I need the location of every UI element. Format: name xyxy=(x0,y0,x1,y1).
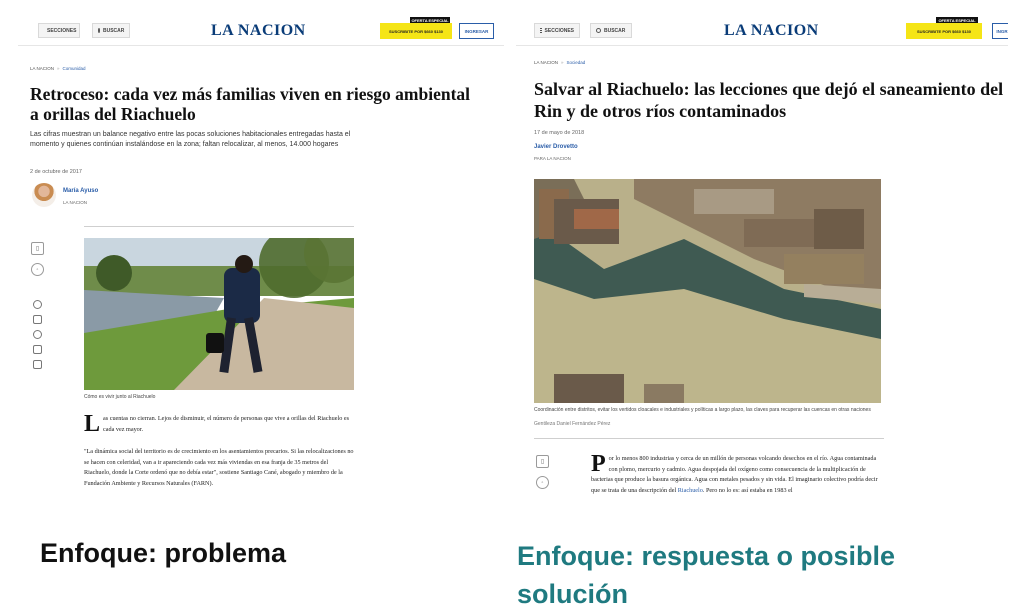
bookmark-icon[interactable]: ▯ xyxy=(536,455,549,468)
body-paragraph-1-text: or lo menos 800 industrias y cerca de un millón de personas volcando desechos en el río. Agua contaminada con plomo, mercurio y cadmio. Agua despojada del oxígeno como consecuencia de la multiplicación de bacterias que produce la basura orgánica. Agua con metales pesados y sin vida. El imaginario colectivo podría decir que se trata de una descripción del xyxy=(591,455,878,494)
buscar-label: BUSCAR xyxy=(604,27,626,34)
photo-credit: Gentileza Daniel Fernández Pérez xyxy=(534,421,611,427)
buscar-label: BUSCAR xyxy=(103,27,125,34)
site-logo[interactable]: LA NACION xyxy=(724,22,819,39)
breadcrumb-separator: » xyxy=(561,60,564,65)
photo-caption: Coordinación entre distritos, evitar los vertidos cloacales e industriales y políticas a largo plazo, las claves para recuperar las cuencas en otras naciones xyxy=(534,407,871,413)
riachuelo-link[interactable]: Riachuelo xyxy=(677,486,703,494)
body-paragraph-1 xyxy=(591,451,881,496)
comment-icon[interactable]: ◦ xyxy=(31,263,44,276)
body-paragraph-1-text: as cuentas no cierran. Lejos de disminuir, el número de personas que vive a orillas del Riachuelo es cada vez mayor. xyxy=(103,415,349,433)
social-share-bar xyxy=(536,455,549,497)
secciones-button[interactable] xyxy=(38,23,80,38)
mail-icon[interactable] xyxy=(33,360,42,369)
label-problem-focus: Enfoque: problema xyxy=(40,538,287,568)
top-navigation-bar xyxy=(516,14,1008,46)
copy-icon[interactable] xyxy=(33,315,42,324)
breadcrumb-separator: » xyxy=(57,66,60,71)
breadcrumb-section[interactable]: Comunidad xyxy=(62,66,86,71)
article-headline: Salvar al Riachuelo: las lecciones que dejó el saneamiento del Rin y de otros ríos contaminados xyxy=(534,79,1004,121)
breadcrumb-site[interactable]: LA NACION xyxy=(534,60,559,65)
author-name[interactable]: Javier Drovetto xyxy=(534,144,578,150)
menu-icon xyxy=(540,28,542,33)
photo-caption: Cómo es vivir junto al Riachuelo xyxy=(84,394,156,400)
social-share-bar xyxy=(31,242,44,375)
author-org: LA NACION xyxy=(63,200,88,205)
search-icon xyxy=(596,28,601,33)
breadcrumb xyxy=(30,66,86,71)
buscar-button[interactable] xyxy=(590,23,632,38)
body-paragraph-2: "La dinámica social del territorio es de crecimiento en los asentamientos precarios. Si las relocalizaciones no se hacen con celeridad, van a ir apareciendo cada vez más viviendas en esa franja de 35 metros del Riachuelo, donde la Corte ordenó que no debía estar", sostiene Santiago Cané, abogado y miembro de la Fundación Ambiente y Recursos Naturales (FARN). xyxy=(84,448,354,487)
dropcap: P xyxy=(591,451,606,477)
secciones-button[interactable] xyxy=(534,23,580,38)
article-date: 2 de octubre de 2017 xyxy=(30,169,82,175)
author-org: PARA LA NACION xyxy=(534,156,571,161)
author-name[interactable]: María Ayuso xyxy=(63,188,99,194)
whatsapp-icon[interactable] xyxy=(33,300,42,309)
body-paragraph-1-end: . Pero no lo es: así estaba en 1983 el xyxy=(702,486,793,494)
left-article-screenshot xyxy=(18,14,504,514)
secciones-label: SECCIONES xyxy=(47,27,77,34)
buscar-button[interactable] xyxy=(92,23,130,38)
divider xyxy=(534,438,884,439)
article-date: 17 de mayo de 2018 xyxy=(534,130,585,136)
secciones-label: SECCIONES xyxy=(544,27,574,34)
promo-tag: OFERTA ESPECIAL xyxy=(936,17,978,24)
article-body xyxy=(591,451,881,496)
bookmark-icon[interactable]: ▯ xyxy=(31,242,44,255)
article-body xyxy=(84,411,354,489)
breadcrumb xyxy=(534,60,585,65)
breadcrumb-section[interactable]: Sociedad xyxy=(566,60,586,65)
body-paragraph-1 xyxy=(84,411,354,437)
divider xyxy=(84,226,354,227)
promo-tag: OFERTA ESPECIAL xyxy=(411,18,449,23)
article-photo[interactable] xyxy=(84,238,354,390)
ingresar-button[interactable]: INGRESAR xyxy=(459,23,494,39)
site-logo[interactable]: LA NACION xyxy=(211,22,306,39)
label-solution-focus: Enfoque: respuesta o posible solución xyxy=(517,541,896,609)
subscribe-button[interactable]: SUSCRIBITE POR $660 $130 xyxy=(380,23,452,39)
subscribe-button[interactable]: SUSCRIBITE POR $660 $130 xyxy=(906,23,982,39)
comment-icon[interactable]: ◦ xyxy=(536,476,549,489)
right-article-screenshot xyxy=(516,14,1008,514)
breadcrumb-site[interactable]: LA NACION xyxy=(30,66,55,71)
search-icon xyxy=(98,28,100,33)
ingresar-button[interactable]: INGR xyxy=(992,23,1008,39)
article-headline: Retroceso: cada vez más familias viven en riesgo ambiental a orillas del Riachuelo xyxy=(30,84,471,124)
author-avatar[interactable] xyxy=(32,183,56,207)
dropcap: L xyxy=(84,411,101,437)
facebook-icon[interactable] xyxy=(33,330,42,339)
article-dek: Las cifras muestran un balance negativo entre las pocas soluciones habitacionales entregadas hasta el momento y quienes continúan instalándose en la zona; faltan relocalizar, al menos, 14.000 hogares xyxy=(30,131,351,148)
riverbank-photo xyxy=(84,238,354,390)
twitter-icon[interactable] xyxy=(33,345,42,354)
aerial-river-photo xyxy=(534,179,881,403)
article-photo[interactable] xyxy=(534,179,881,403)
top-navigation-bar xyxy=(18,14,504,46)
